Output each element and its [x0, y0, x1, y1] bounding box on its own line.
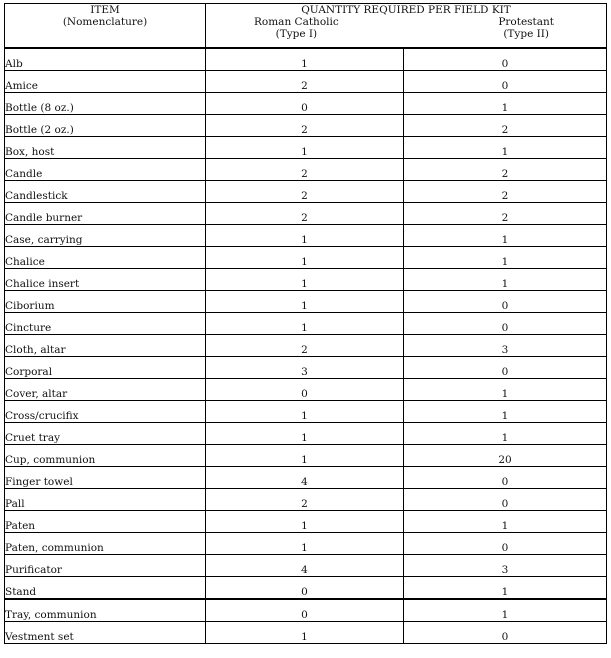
table-row — [5, 511, 607, 533]
item-name-cell: Cincture — [5, 313, 206, 335]
roman-catholic-qty-cell: 1 — [206, 313, 404, 335]
item-name-cell: Amice — [5, 71, 206, 93]
item-name-cell: Cloth, altar — [5, 335, 206, 357]
table-row — [5, 48, 607, 71]
type2-sub: (Type II) — [503, 28, 550, 41]
protestant-qty-cell: 1 — [404, 511, 607, 533]
quantity-header-label: QUANTITY REQUIRED PER FIELD KIT — [301, 4, 511, 16]
roman-catholic-qty-cell: 1 — [206, 225, 404, 247]
protestant-qty-cell: 0 — [404, 533, 607, 555]
table-row — [5, 555, 607, 577]
item-name-cell: Cross/crucifix — [5, 401, 206, 423]
protestant-qty-cell: 2 — [404, 159, 607, 181]
table-row — [5, 137, 607, 159]
item-name-cell: Chalice insert — [5, 269, 206, 291]
roman-catholic-qty-cell: 2 — [206, 203, 404, 225]
item-name-cell: Box, host — [5, 137, 206, 159]
item-name-cell: Cover, altar — [5, 379, 206, 401]
roman-catholic-qty-cell: 3 — [206, 357, 404, 379]
type2-header — [498, 16, 554, 40]
table-row — [5, 423, 607, 445]
item-name-cell: Pall — [5, 489, 206, 511]
roman-catholic-qty-cell: 1 — [206, 291, 404, 313]
roman-catholic-qty-cell: 1 — [206, 423, 404, 445]
roman-catholic-qty-cell: 4 — [206, 467, 404, 489]
protestant-qty-cell: 0 — [404, 357, 607, 379]
type1-header — [254, 16, 339, 40]
roman-catholic-qty-cell: 2 — [206, 115, 404, 137]
protestant-qty-cell: 1 — [404, 93, 607, 115]
roman-catholic-qty-cell: 2 — [206, 489, 404, 511]
table-row — [5, 313, 607, 335]
field-kit-table — [4, 3, 607, 644]
roman-catholic-qty-cell: 0 — [206, 577, 404, 600]
table-body — [5, 48, 607, 644]
roman-catholic-qty-cell: 1 — [206, 445, 404, 467]
item-name-cell: Candle burner — [5, 203, 206, 225]
item-name-cell: Paten — [5, 511, 206, 533]
item-name-cell: Bottle (8 oz.) — [5, 93, 206, 115]
item-column-header — [5, 4, 206, 49]
roman-catholic-qty-cell: 1 — [206, 269, 404, 291]
table-row — [5, 159, 607, 181]
item-name-cell: Candlestick — [5, 181, 206, 203]
protestant-qty-cell: 1 — [404, 269, 607, 291]
roman-catholic-qty-cell: 2 — [206, 71, 404, 93]
protestant-qty-cell: 0 — [404, 467, 607, 489]
type1-name: Roman Catholic — [254, 16, 339, 29]
protestant-qty-cell: 1 — [404, 247, 607, 269]
roman-catholic-qty-cell: 0 — [206, 93, 404, 115]
protestant-qty-cell: 0 — [404, 313, 607, 335]
roman-catholic-qty-cell: 1 — [206, 622, 404, 644]
protestant-qty-cell: 1 — [404, 577, 607, 600]
table-row — [5, 291, 607, 313]
table-row — [5, 71, 607, 93]
item-name-cell: Corporal — [5, 357, 206, 379]
roman-catholic-qty-cell: 1 — [206, 401, 404, 423]
type1-sub: (Type I) — [275, 28, 318, 41]
roman-catholic-qty-cell: 1 — [206, 137, 404, 159]
item-name-cell: Cruet tray — [5, 423, 206, 445]
type2-name: Protestant — [498, 16, 555, 29]
protestant-qty-cell: 0 — [404, 622, 607, 644]
protestant-qty-cell: 2 — [404, 181, 607, 203]
item-name-cell: Vestment set — [5, 622, 206, 644]
protestant-qty-cell: 1 — [404, 137, 607, 159]
quantity-column-header — [206, 4, 607, 49]
table-row — [5, 533, 607, 555]
protestant-qty-cell: 0 — [404, 291, 607, 313]
item-name-cell: Case, carrying — [5, 225, 206, 247]
item-name-cell: Paten, communion — [5, 533, 206, 555]
roman-catholic-qty-cell: 2 — [206, 181, 404, 203]
item-name-cell: Alb — [5, 48, 206, 71]
protestant-qty-cell: 0 — [404, 489, 607, 511]
item-header-sublabel: (Nomenclature) — [62, 16, 148, 29]
protestant-qty-cell: 1 — [404, 225, 607, 247]
table-row — [5, 599, 607, 622]
roman-catholic-qty-cell: 0 — [206, 379, 404, 401]
protestant-qty-cell: 2 — [404, 203, 607, 225]
item-name-cell: Finger towel — [5, 467, 206, 489]
roman-catholic-qty-cell: 1 — [206, 247, 404, 269]
item-name-cell: Tray, communion — [5, 599, 206, 622]
table-row — [5, 577, 607, 600]
protestant-qty-cell: 0 — [404, 48, 607, 71]
table-row — [5, 247, 607, 269]
table-row — [5, 622, 607, 644]
protestant-qty-cell: 1 — [404, 423, 607, 445]
table-row — [5, 181, 607, 203]
item-header-label: ITEM — [90, 4, 120, 16]
table-row — [5, 401, 607, 423]
protestant-qty-cell: 0 — [404, 71, 607, 93]
item-name-cell: Purificator — [5, 555, 206, 577]
protestant-qty-cell: 1 — [404, 401, 607, 423]
protestant-qty-cell: 2 — [404, 115, 607, 137]
item-name-cell: Ciborium — [5, 291, 206, 313]
item-name-cell: Chalice — [5, 247, 206, 269]
protestant-qty-cell: 1 — [404, 379, 607, 401]
roman-catholic-qty-cell: 1 — [206, 533, 404, 555]
protestant-qty-cell: 1 — [404, 599, 607, 622]
table-row — [5, 467, 607, 489]
table-row — [5, 93, 607, 115]
table-row — [5, 357, 607, 379]
roman-catholic-qty-cell: 4 — [206, 555, 404, 577]
item-name-cell: Cup, communion — [5, 445, 206, 467]
table-row — [5, 115, 607, 137]
item-name-cell: Stand — [5, 577, 206, 600]
item-name-cell: Candle — [5, 159, 206, 181]
table-row — [5, 489, 607, 511]
protestant-qty-cell: 3 — [404, 555, 607, 577]
header-row — [5, 4, 607, 49]
table-row — [5, 335, 607, 357]
protestant-qty-cell: 20 — [404, 445, 607, 467]
roman-catholic-qty-cell: 2 — [206, 335, 404, 357]
roman-catholic-qty-cell: 1 — [206, 48, 404, 71]
roman-catholic-qty-cell: 2 — [206, 159, 404, 181]
table-row — [5, 445, 607, 467]
table-row — [5, 203, 607, 225]
roman-catholic-qty-cell: 1 — [206, 511, 404, 533]
table-row — [5, 379, 607, 401]
table-row — [5, 269, 607, 291]
table-row — [5, 225, 607, 247]
roman-catholic-qty-cell: 0 — [206, 599, 404, 622]
protestant-qty-cell: 3 — [404, 335, 607, 357]
item-name-cell: Bottle (2 oz.) — [5, 115, 206, 137]
